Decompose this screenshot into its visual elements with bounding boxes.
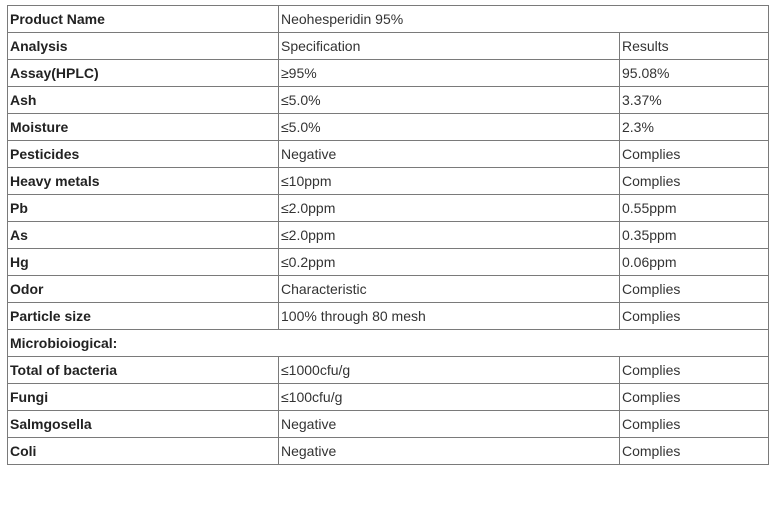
analysis-item: Assay(HPLC) [8,60,279,87]
analysis-item: As [8,222,279,249]
result-value: 3.37% [620,87,769,114]
table-row [8,87,769,114]
analysis-item: Ash [8,87,279,114]
specification-value: ≤2.0ppm [279,195,620,222]
analysis-item: Odor [8,276,279,303]
table-row [8,222,769,249]
product-name-label: Product Name [8,6,279,33]
table-row [8,276,769,303]
result-value: Complies [620,141,769,168]
analysis-item: Particle size [8,303,279,330]
specification-value: ≤5.0% [279,87,620,114]
specification-value: ≤1000cfu/g [279,357,620,384]
specification-value: Negative [279,438,620,465]
analysis-item: Pb [8,195,279,222]
result-value: Complies [620,168,769,195]
specification-header: Specification [279,33,620,60]
result-value: 95.08% [620,60,769,87]
result-value: Complies [620,357,769,384]
analysis-header: Analysis [8,33,279,60]
specification-value: ≤10ppm [279,168,620,195]
specification-value: Negative [279,141,620,168]
result-value: Complies [620,411,769,438]
specification-sheet [7,5,769,465]
specification-value: ≤0.2ppm [279,249,620,276]
specification-value: ≤5.0% [279,114,620,141]
analysis-item: Pesticides [8,141,279,168]
product-name-value: Neohesperidin 95% [279,6,769,33]
analysis-item: Coli [8,438,279,465]
result-value: 0.35ppm [620,222,769,249]
result-value: Complies [620,384,769,411]
analysis-item: Salmgosella [8,411,279,438]
table-row [8,141,769,168]
result-value: 2.3% [620,114,769,141]
specification-value: ≤100cfu/g [279,384,620,411]
analysis-item: Moisture [8,114,279,141]
result-value: 0.55ppm [620,195,769,222]
result-value: 0.06ppm [620,249,769,276]
specification-value: 100% through 80 mesh [279,303,620,330]
specification-table [7,5,769,465]
table-row [8,411,769,438]
table-row [8,168,769,195]
result-value: Complies [620,276,769,303]
analysis-item: Heavy metals [8,168,279,195]
microbiological-section-heading: Microbioiogical: [8,330,769,357]
table-row [8,195,769,222]
specification-value: Characteristic [279,276,620,303]
product-row [8,6,769,33]
analysis-item: Total of bacteria [8,357,279,384]
analysis-item: Hg [8,249,279,276]
specification-value: ≤2.0ppm [279,222,620,249]
table-row [8,114,769,141]
results-header: Results [620,33,769,60]
table-row [8,357,769,384]
specification-value: Negative [279,411,620,438]
table-row [8,249,769,276]
result-value: Complies [620,438,769,465]
result-value: Complies [620,303,769,330]
header-row [8,33,769,60]
specification-value: ≥95% [279,60,620,87]
table-row [8,303,769,330]
section-row [8,330,769,357]
table-row [8,60,769,87]
table-row [8,438,769,465]
table-row [8,384,769,411]
analysis-item: Fungi [8,384,279,411]
